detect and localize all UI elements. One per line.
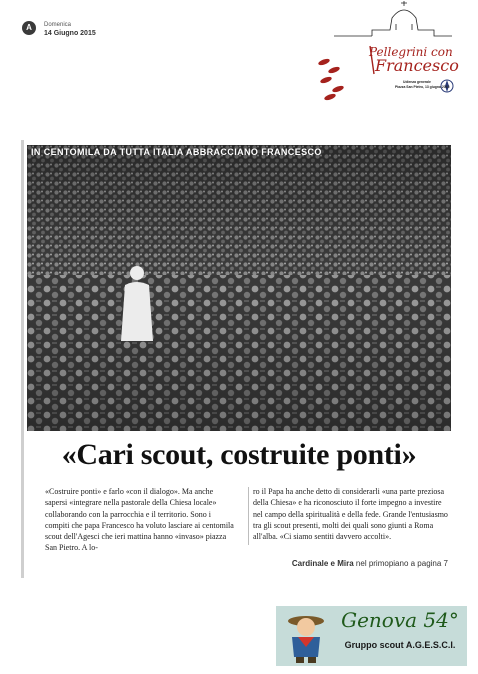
article-footer xyxy=(196,559,448,568)
article-body-left: «Costruire ponti» e farlo «con il dialogo». Ma anche sapersi «integrare nella pastorale della Chiesa locale» collaborando con la parrocchia e il territorio. Sono i compiti che papa Francesco ha voluto lasciare ai centomila scout dell'Agesci che ieri mattina hanno «invaso» piazza San Pietro. A lo- xyxy=(45,487,234,553)
article-headline: «Cari scout, costruite ponti» xyxy=(61,438,417,471)
article-body-right: ro il Papa ha anche detto di considerarli «una parte preziosa della Chiesa» e ha riconosciuto il forte impegno a investire nel campo della spiritualità e della fede. Grande l'entusiasmo tra gli scout presenti, molti dei quali sono giunti a Roma all'alba. «Ci siamo sentiti davvero accolti». xyxy=(253,487,448,542)
event-title-line2: Francesco xyxy=(375,56,459,75)
footer-authors: Cardinale e Mira xyxy=(291,559,354,568)
footer-page-ref: nel primopiano a pagina 7 xyxy=(355,559,448,568)
basilica-sketch-icon xyxy=(334,1,452,36)
page-edge xyxy=(21,140,24,578)
event-info-2: Piazza San Pietro, 13 giugno 2015 xyxy=(395,85,450,89)
newspaper-logo: A xyxy=(22,21,36,35)
issue-date: 14 Giugno 2015 xyxy=(44,30,96,37)
event-info-1: Udienza generale xyxy=(403,80,431,84)
crowd-photo xyxy=(27,145,451,431)
footprints-icon xyxy=(318,58,345,102)
issue-day: Domenica xyxy=(44,22,72,28)
column-divider xyxy=(248,487,249,545)
article-kicker: IN CENTOMILA DA TUTTA ITALIA ABBRACCIANO FRANCESCO xyxy=(31,147,322,157)
badge-subtitle: Gruppo scout A.G.E.S.C.I. xyxy=(344,640,456,650)
scout-mascot-icon xyxy=(278,607,334,665)
badge-title: Genova 54° xyxy=(341,608,459,632)
event-title-line1: Pellegrini con xyxy=(369,45,453,59)
